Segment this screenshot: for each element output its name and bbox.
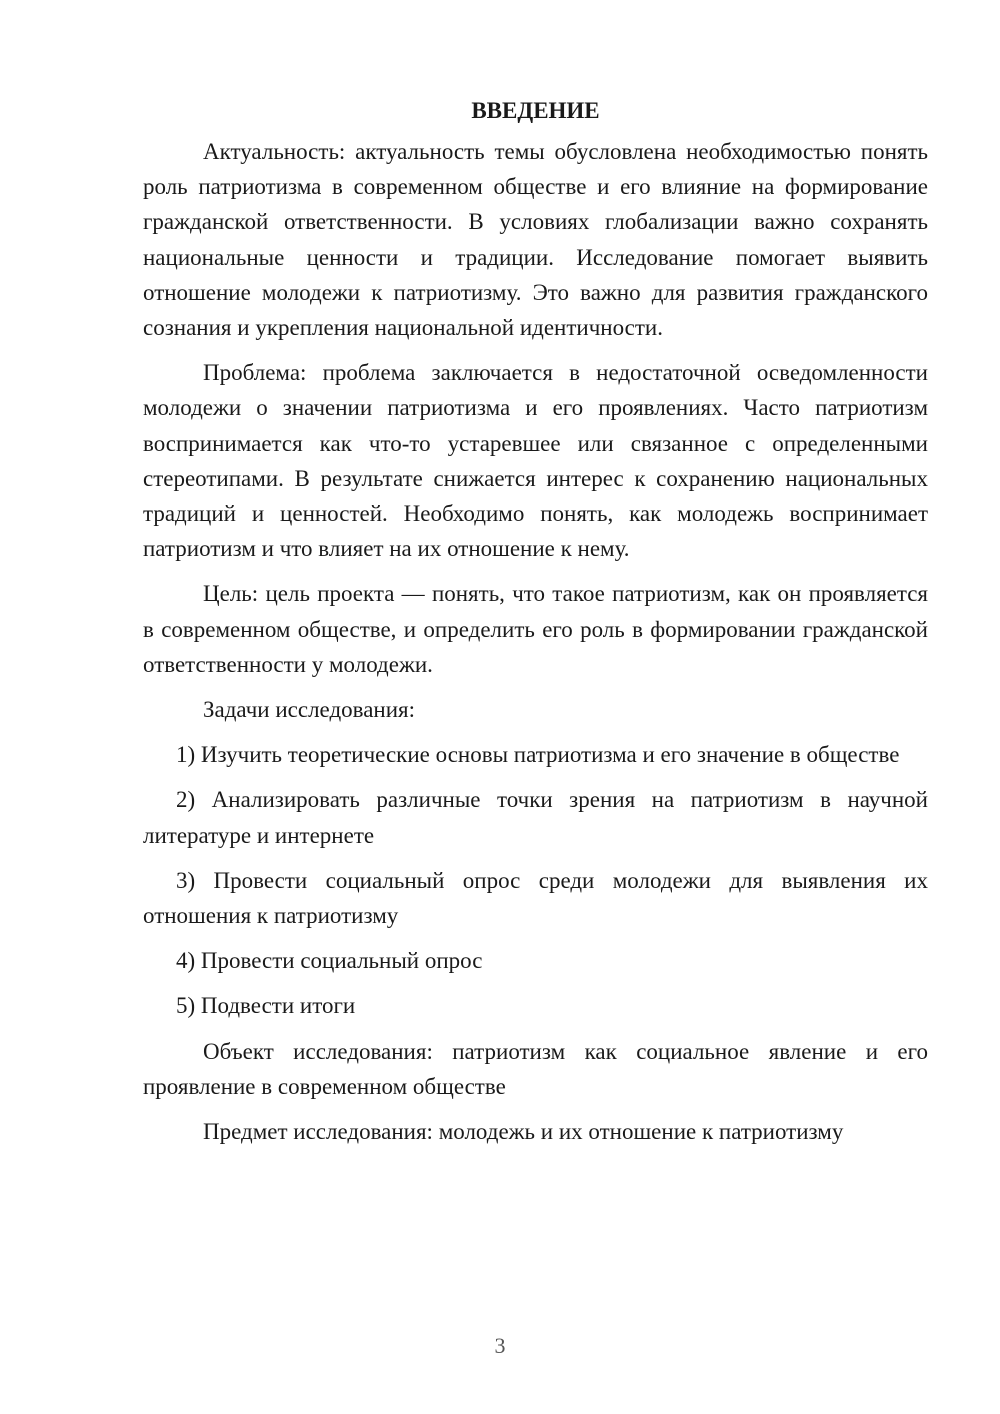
paragraph-problem: Проблема: проблема заключается в недостаточной осведомленности молодежи о значении патриотизма и его проявлениях. Часто патриотизм воспринимается как что-то устаревшее или связанное с определенными стереотипами. В результате снижается интерес к сохранению национальных традиций и ценностей. Необходимо понять, как молодежь воспринимает патриотизм и что влияет на их отношение к нему. (143, 360, 928, 562)
tasks-heading: Задачи исследования: (203, 697, 416, 723)
paragraph-relevance: Актуальность: актуальность темы обусловлена необходимостью понять роль патриотизма в современном обществе и его влияние на формирование гражданской ответственности. В условиях глобализации важно сохранять национальные ценности и традиции. Исследование помогает выявить отношение молодежи к патриотизму. Это важно для развития гражданского сознания и укрепления национальной идентичности. (143, 139, 928, 341)
list-item: 2) Анализировать различные точки зрения на патриотизм в научной литературе и интернете (143, 787, 928, 848)
page-content (143, 94, 928, 1159)
paragraph-object: Объект исследования: патриотизм как социальное явление и его проявление в современном обществе (143, 1038, 928, 1099)
paragraph-subject: Предмет исследования: молодежь и их отношение к патриотизму (203, 1119, 844, 1145)
list-item: 4) Провести социальный опрос (176, 948, 483, 974)
list-item: 1) Изучить теоретические основы патриотизма и его значение в обществе (176, 742, 900, 768)
section-title: ВВЕДЕНИЕ (471, 98, 600, 123)
paragraph-goal: Цель: цель проекта — понять, что такое патриотизм, как он проявляется в современном обществе, и определить его роль в формировании гражданской ответственности у молодежи. (143, 581, 928, 677)
list-item: 3) Провести социальный опрос среди молодежи для выявления их отношения к патриотизму (143, 867, 928, 929)
list-item: 5) Подвести итоги (176, 993, 356, 1019)
page-number: 3 (494, 1333, 506, 1358)
